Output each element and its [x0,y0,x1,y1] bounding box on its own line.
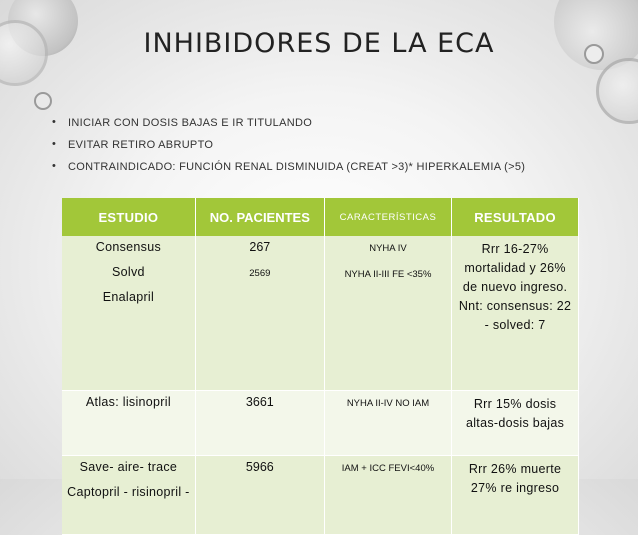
cell-caracteristicas [324,456,451,535]
cell-estudio [62,391,195,456]
study-name: Captopril - risinopril - [67,485,190,499]
header-resultado: RESULTADO [452,198,579,236]
patient-count: 5966 [245,460,274,474]
study-name: Consensus [95,240,162,254]
cell-resultado: Rrr 16-27% mortalidad y 26% de nuevo ingreso. Nnt: consensus: 22 - solved: 7 [452,236,579,391]
characteristic: NYHA II-IV NO IAM [346,398,430,409]
table-row [62,391,579,456]
cell-caracteristicas [324,391,451,456]
bullet-item: • INICIAR CON DOSIS BAJAS E IR TITULANDO [52,117,525,129]
studies-table [62,198,579,535]
bullet-item: • CONTRAINDICADO: FUNCIÓN RENAL DISMINUIDA (CREAT >3)* HIPERKALEMIA (>5) [52,161,525,173]
cell-pacientes [195,391,324,456]
bullet-list [52,117,525,183]
slide-title: INHIBIDORES DE LA ECA [143,28,495,59]
patient-count: 2569 [249,268,271,279]
characteristic: NYHA IV [369,243,407,254]
cell-estudio [62,456,195,535]
table-row [62,236,579,391]
study-name: Save- aire- trace [79,460,178,474]
characteristic: IAM + ICC FEVI<40% [341,463,435,474]
decorative-bubble [34,92,52,110]
cell-resultado: Rrr 26% muerte 27% re ingreso [452,456,579,535]
table-header-row [62,198,579,236]
patient-count: 3661 [245,395,274,409]
characteristic: NYHA II-III FE <35% [344,269,432,280]
study-name: Enalapril [102,290,155,304]
header-caracteristicas: CARACTERÍSTICAS [324,198,451,236]
patient-count: 267 [249,240,271,254]
study-name: Atlas: lisinopril [85,395,171,409]
cell-resultado: Rrr 15% dosis altas-dosis bajas [452,391,579,456]
bullet-item: • EVITAR RETIRO ABRUPTO [52,139,525,151]
header-pacientes: NO. PACIENTES [195,198,324,236]
table-row [62,456,579,535]
cell-pacientes [195,236,324,391]
study-name: Solvd [112,265,145,279]
cell-caracteristicas [324,236,451,391]
cell-estudio [62,236,195,391]
cell-pacientes [195,456,324,535]
header-estudio: ESTUDIO [62,198,195,236]
